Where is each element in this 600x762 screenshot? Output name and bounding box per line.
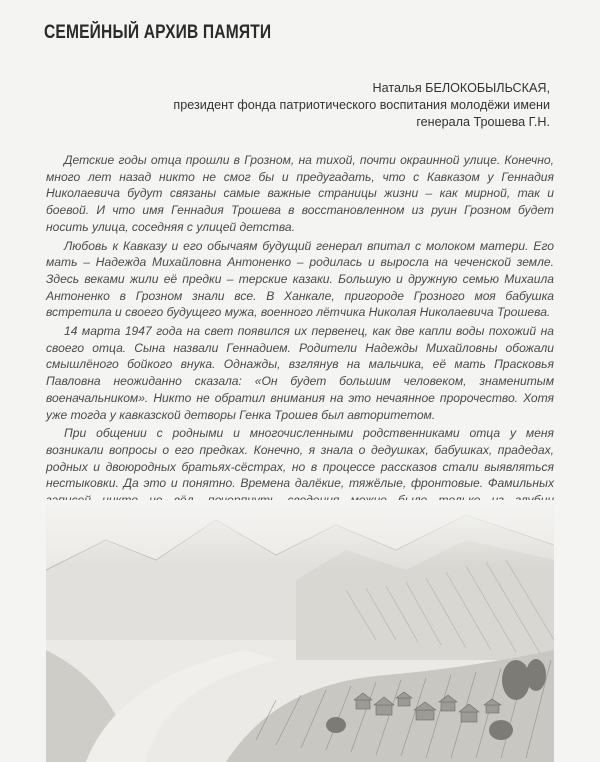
article-paragraph: 14 марта 1947 года на свет появился их первенец, как две капли воды похожий на своего отца. Сына назвали Геннадием. Родители Надежды Михайловны обожали смышлёного бойкого внука. Однажды, взглянув на мальчика, её мать Прасковья Павловна неожиданно сказала: «Он будет большим человеком, знаменитым военачальником». Никто не обратил внимания на это нечаянное пророчество. Хотя уже тогда у кавказской детворы Генка Трошев был авторитетом. bbox=[46, 324, 554, 422]
author-position-line-2: генерала Трошева Г.Н. bbox=[416, 115, 550, 129]
landscape-sketch-illustration bbox=[46, 500, 554, 762]
author-block bbox=[173, 80, 550, 131]
article-paragraph: Детские годы отца прошли в Грозном, на тихой, почти окраинной улице. Конечно, много лет назад никто не смог бы и предугадать, что с Кавказом у Геннадия Николаевича будут связаны самые важные страницы жизни – как мирной, так и боевой. И что имя Геннадия Трошева в восстановленном из руин Грозном будет носить улица, соседняя с улицей детства. bbox=[46, 153, 554, 234]
section-title: СЕМЕЙНЫЙ АРХИВ ПАМЯТИ bbox=[44, 22, 272, 43]
author-position-line-1: президент фонда патриотического воспитания молодёжи имени bbox=[173, 98, 550, 112]
article-paragraph: При общении с родными и многочисленными родственниками отца у меня возникали вопросы о его предках. Конечно, я знала о дедушках, бабушках, прадедах, родных и двоюродных братьях-сёстрах, но в процессе рассказов стали выявляться нестыковки. Да это и понятно. Времена далёкие, тяжёлые, фронтовые. Фамильных bbox=[46, 426, 554, 491]
article-body bbox=[46, 152, 554, 544]
sketch-svg bbox=[46, 500, 554, 762]
author-name: Наталья БЕЛОКОБЫЛЬСКАЯ, bbox=[372, 81, 550, 95]
article-paragraph: Любовь к Кавказу и его обычаям будущий генерал впитал с молоком матери. Его мать – Надежда Михайловна Антоненко – родилась и выросла на чеченской земле. Здесь веками жили её предки – терские казаки. Большую и дружную семью Михаила Антоненко в Грозном знали все. В Ханкале, пригороде Грозного моя бабушка встретила и своего будущего мужа, военного лётчика Николая Николаевича Трошева. bbox=[46, 238, 554, 320]
